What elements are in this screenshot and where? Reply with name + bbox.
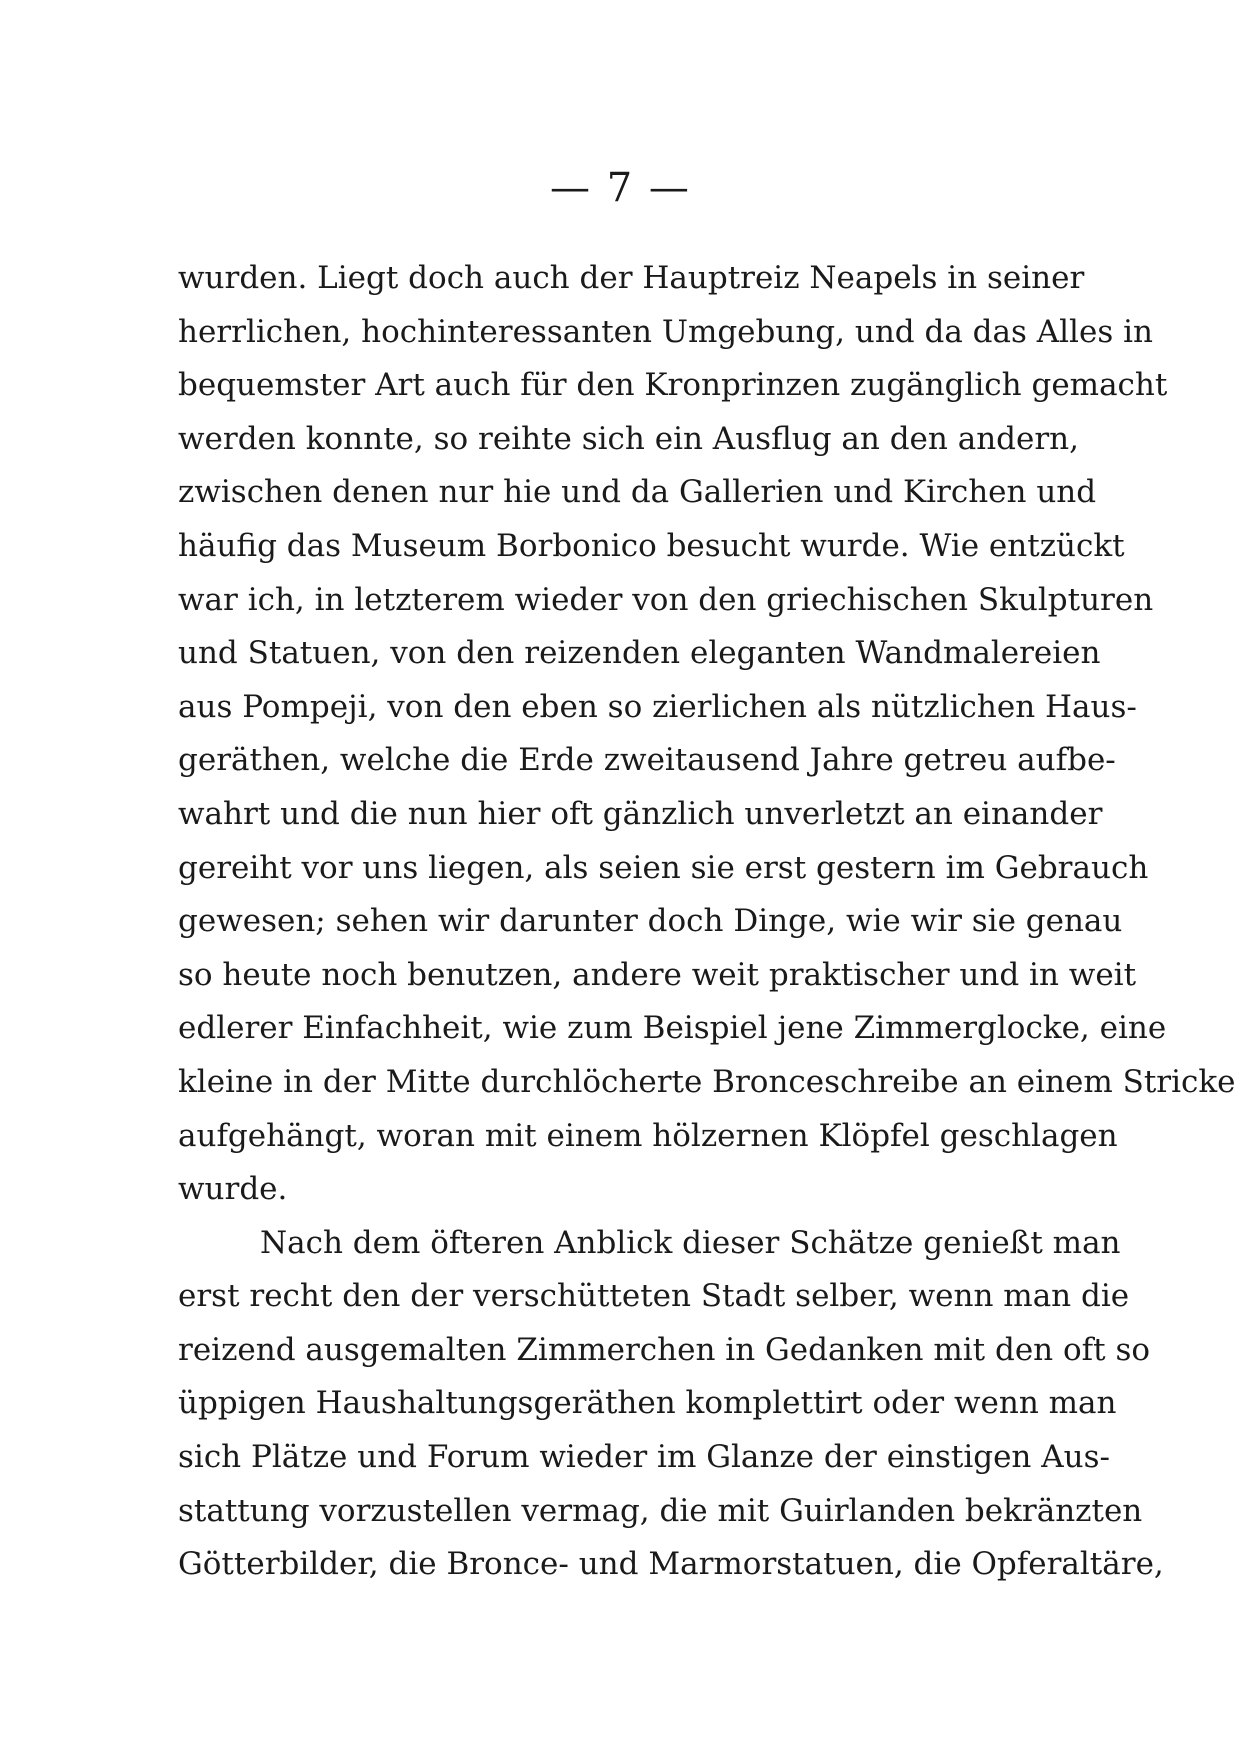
- text-line: zwischen denen nur hie und da Gallerien und Kirchen und: [178, 474, 1097, 511]
- text-line: wahrt und die nun hier oft gänzlich unverletzt an einander: [178, 795, 1103, 832]
- text-line: kleine in der Mitte durchlöcherte Bronceschreibe an einem Stricke: [178, 1063, 1236, 1100]
- paragraph-1: [178, 252, 1236, 1217]
- text-line: und Statuen, von den reizenden eleganten Wandmalereien: [178, 635, 1101, 672]
- paragraph-2: [178, 1217, 1164, 1592]
- text-line: reizend ausgemalten Zimmerchen in Gedanken mit den oft so: [178, 1331, 1151, 1368]
- text-line: geräthen, welche die Erde zweitausend Jahre getreu aufbe-: [178, 742, 1116, 779]
- text-line: wurde.: [178, 1171, 288, 1208]
- text-line: gewesen; sehen wir darunter doch Dinge, wie wir sie genau: [178, 903, 1123, 940]
- text-line: herrlichen, hochinteressanten Umgebung, und da das Alles in: [178, 313, 1153, 350]
- text-line: gereiht vor uns liegen, als seien sie erst gestern im Gebrauch: [178, 849, 1149, 886]
- text-line: Nach dem öfteren Anblick dieser Schätze genießt man: [260, 1224, 1121, 1261]
- text-line: wurden. Liegt doch auch der Hauptreiz Neapels in seiner: [178, 260, 1085, 296]
- text-line: so heute noch benutzen, andere weit praktischer und in weit: [178, 956, 1137, 993]
- text-line: aufgehängt, woran mit einem hölzernen Klöpfel geschlagen: [178, 1117, 1118, 1154]
- text-line: häufig das Museum Borbonico besucht wurde. Wie entzückt: [178, 527, 1125, 564]
- text-line: werden konnte, so reihte sich ein Ausflug an den andern,: [178, 420, 1079, 457]
- text-line: erst recht den der verschütteten Stadt selber, wenn man die: [178, 1278, 1130, 1315]
- text-line: bequemster Art auch für den Kronprinzen zugänglich gemacht: [178, 367, 1168, 404]
- text-line: sich Plätze und Forum wieder im Glanze der einstigen Aus-: [178, 1439, 1110, 1476]
- text-line: stattung vorzustellen vermag, die mit Guirlanden bekränzten: [178, 1492, 1143, 1529]
- text-line: war ich, in letzterem wieder von den griechischen Skulpturen: [178, 581, 1154, 618]
- text-line: edlerer Einfachheit, wie zum Beispiel jene Zimmerglocke, eine: [178, 1010, 1167, 1047]
- text-line: üppigen Haushaltungsgeräthen komplettirt oder wenn man: [178, 1385, 1117, 1422]
- text-line: Götterbilder, die Bronce- und Marmorstatuen, die Opferaltäre,: [178, 1546, 1164, 1583]
- text-line: aus Pompeji, von den eben so zierlichen als nützlichen Haus-: [178, 688, 1137, 725]
- body-text: [178, 252, 1236, 1592]
- page-number: — 7 —: [550, 165, 691, 211]
